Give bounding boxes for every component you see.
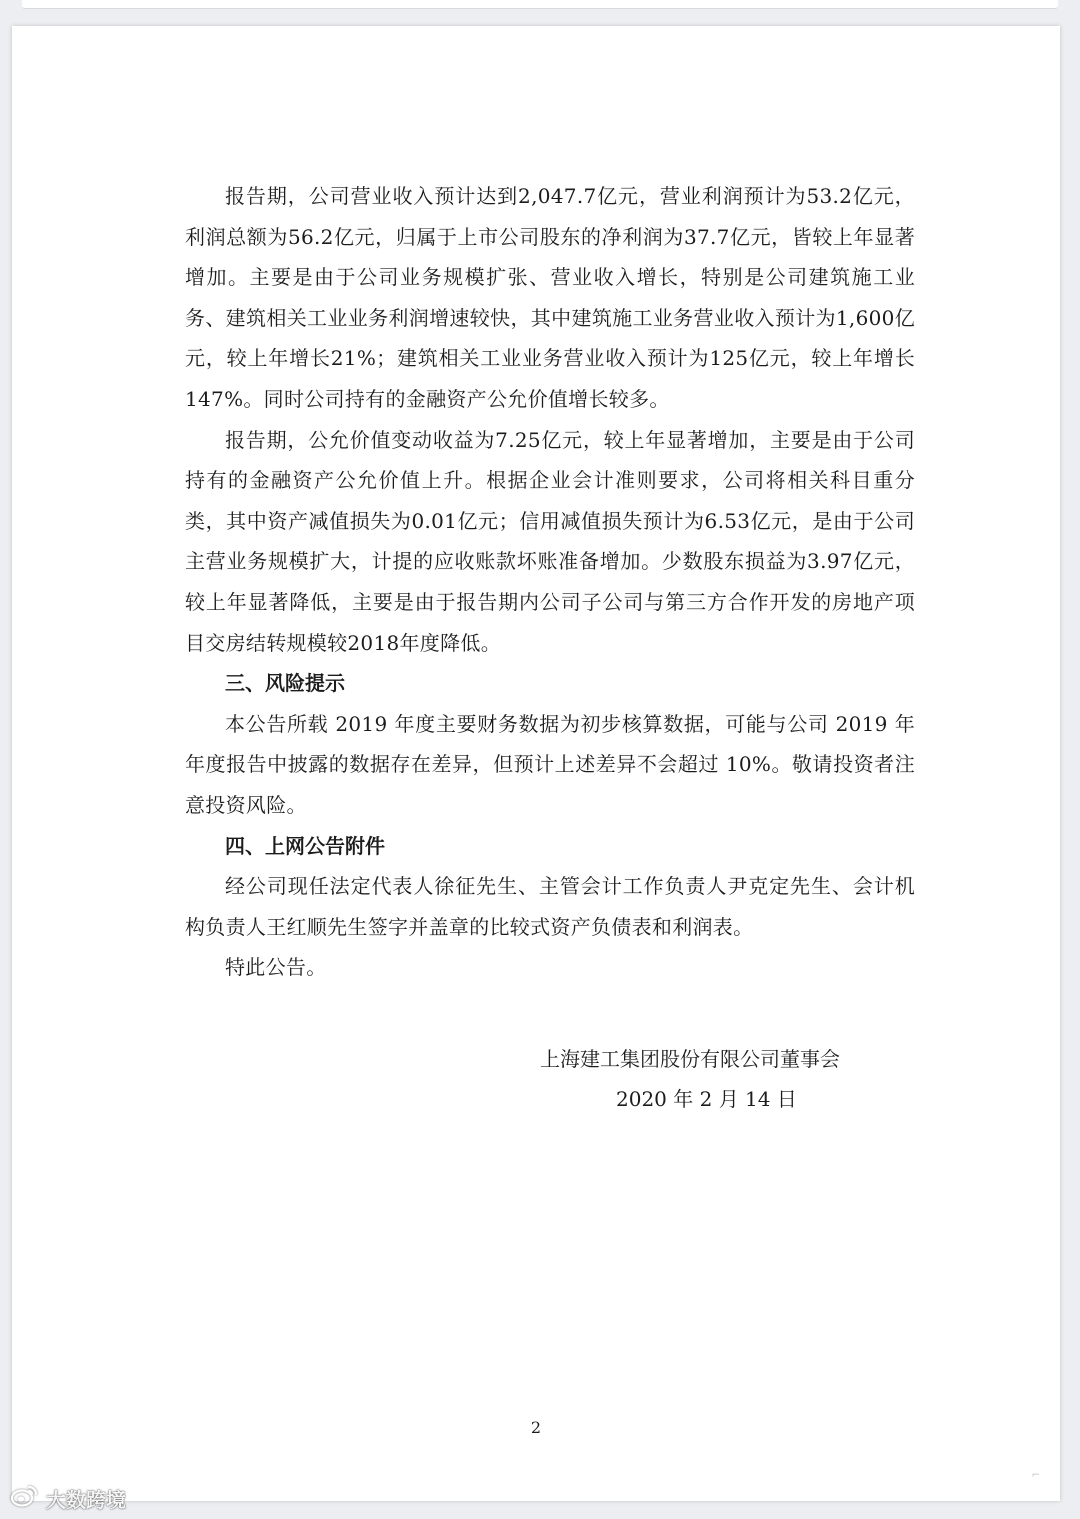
paragraph-revenue-profit: 报告期，公司营业收入预计达到2,047.7亿元，营业利润预计为53.2亿元，利润总额为56.2亿元，归属于上市公司股东的净利润为37.7亿元，皆较上年显著增加。主要是由于公司业务规模扩张、营业收入增长，特别是公司建筑施工业务、建筑相关工业业务利润增速较快，其中建筑施工业务营业收入预计为1,600亿元，较上年增长21%；建筑相关工业业务营业收入预计为125亿元，较上年增长147%。同时公司持有的金融资产公允价值增长较多。 (185, 184, 915, 411)
document-page (12, 26, 1060, 1501)
signature-company: 上海建工集团股份有限公司董事会 (540, 1047, 840, 1071)
paragraph-risk: 本公告所载 2019 年度主要财务数据为初步核算数据，可能与公司 2019 年年度报告中披露的数据存在差异，但预计上述差异不会超过 10%。敬请投资者注意投资风险。 (185, 711, 915, 817)
previous-page-edge (22, 0, 1058, 9)
paragraph-fair-value: 报告期，公允价值变动收益为7.25亿元，较上年显著增加，主要是由于公司持有的金融资产公允价值上升。根据企业会计准则要求，公司将相关科目重分类，其中资产减值损失为0.01亿元；信用减值损失预计为6.53亿元，是由于公司主营业务规模扩大，计提的应收账款坏账准备增加。少数股东损益为3.97亿元，较上年显著降低，主要是由于报告期内公司子公司与第三方合作开发的房地产项目交房结转规模较2018年度降低。 (185, 427, 915, 655)
section-heading-attachments: 四、上网公告附件 (225, 833, 385, 858)
section-heading-risk: 三、风险提示 (225, 671, 345, 696)
watermark-text: 大数跨境 (46, 1487, 126, 1512)
corner-scan-mark: ⌐ (1031, 1470, 1040, 1481)
watermark (10, 1483, 126, 1513)
signature-block (540, 1039, 870, 1119)
weibo-logo-icon (10, 1483, 40, 1514)
paragraph-attachments: 经公司现任法定代表人徐征先生、主管会计工作负责人尹克定先生、会计机构负责人王红顺先生签字并盖章的比较式资产负债表和利润表。 (185, 874, 915, 939)
document-body (185, 176, 915, 988)
page-number: 2 (530, 1418, 542, 1437)
closing-statement: 特此公告。 (225, 955, 327, 980)
signature-date: 2020 年 2 月 14 日 (616, 1087, 797, 1111)
